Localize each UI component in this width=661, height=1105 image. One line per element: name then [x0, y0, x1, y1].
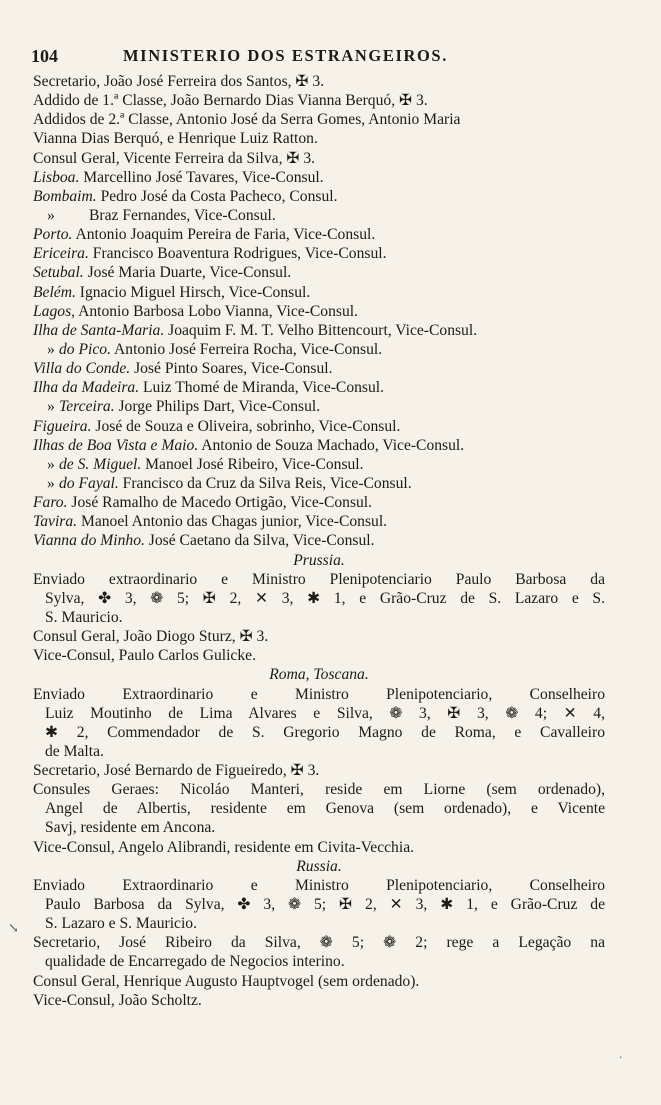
line-text: José Pinto Soares, Vice-Consul.: [130, 360, 333, 378]
running-title: MINISTERIO DOS ESTRANGEIROS.: [123, 46, 448, 65]
place-name: Bombaim.: [33, 187, 97, 205]
section-heading: [33, 665, 605, 684]
text-line: [33, 685, 605, 704]
line-text: de Malta.: [45, 742, 104, 760]
text-line: [33, 378, 605, 397]
line-text: José Ramalho de Macedo Ortigão, Vice-Consul.: [67, 494, 373, 512]
text-line: [33, 646, 605, 665]
line-text: Manoel José Ribeiro, Vice-Consul.: [141, 455, 364, 473]
place-name: Terceira.: [59, 398, 115, 416]
line-text: Consules Geraes: Nicoláo Manteri, reside em Liorne (sem ordenado),: [33, 781, 605, 799]
line-text: Manoel Antonio das Chagas junior, Vice-Consul.: [77, 513, 388, 531]
text-line: [33, 302, 605, 321]
page-header: [31, 46, 631, 68]
text-line: [33, 761, 605, 780]
text-line: [33, 455, 605, 474]
line-text: Vice-Consul, Angelo Alibrandi, residente em Civita-Vecchia.: [33, 838, 415, 856]
line-text: ✱ 2, Commendador de S. Gregorio Magno de Roma, e Cavalleiro: [45, 723, 605, 741]
text-line: [33, 129, 605, 148]
line-text: José de Souza e Oliveira, sobrinho, Vice-Consul.: [91, 417, 401, 435]
line-text: Angel de Albertis, residente em Genova (sem ordenado), e Vicente: [45, 800, 605, 818]
line-text: Vianna Dias Berquó, e Henrique Luiz Ratton.: [33, 130, 318, 148]
section-heading: [33, 857, 605, 876]
text-line: [33, 838, 605, 857]
text-line: [33, 187, 605, 206]
line-text: Ignacio Miguel Hirsch, Vice-Consul.: [75, 283, 311, 301]
line-text: Luiz Moutinho de Lima Alvares e Silva, ❁ 3, ✠ 3, ❁ 4; ✕ 4,: [45, 704, 605, 722]
line-text: José Caetano da Silva, Vice-Consul.: [144, 532, 375, 550]
line-text: Antonio José Ferreira Rocha, Vice-Consul.: [110, 340, 383, 358]
text-line: [33, 608, 605, 627]
text-line: [33, 263, 605, 282]
text-line: [33, 168, 605, 187]
line-text: S. Mauricio.: [45, 608, 123, 626]
line-text: Pedro José da Costa Pacheco, Consul.: [96, 187, 338, 205]
place-name: Vianna do Minho.: [33, 532, 145, 550]
line-text: Consul Geral, Vicente Ferreira da Silva, ✠ 3.: [33, 149, 316, 167]
place-name: Setubal.: [33, 264, 84, 282]
text-line: [33, 876, 605, 895]
text-line: [33, 818, 605, 837]
text-line: [33, 512, 605, 531]
margin-mark: ↘: [8, 921, 19, 936]
text-line: [33, 991, 605, 1010]
line-text: Addidos de 2.ª Classe, Antonio José da Serra Gomes, Antonio Maria: [33, 111, 461, 129]
place-name: Lagos,: [33, 302, 76, 320]
text-line: [33, 110, 605, 129]
text-line: [33, 627, 605, 646]
line-text: Secretario, João José Ferreira dos Santos, ✠ 3.: [33, 73, 325, 90]
place-name: de S. Miguel.: [59, 455, 142, 473]
section-heading-text: Roma, Toscana.: [269, 666, 369, 684]
section-heading-text: Russia.: [296, 857, 342, 875]
ditto-mark: »: [47, 340, 55, 358]
place-name: Ilha de Santa-Maria.: [33, 321, 165, 339]
place-name: Figueira.: [33, 417, 92, 435]
text-line: [33, 397, 605, 416]
margin-speck: ·: [619, 1051, 623, 1064]
line-text: Addido de 1.ª Classe, João Bernardo Dias Vianna Berquó, ✠ 3.: [33, 92, 428, 110]
line-text: Secretario, José Ribeiro da Silva, ❁ 5; ❁ 2; rege a Legação na: [33, 934, 605, 952]
text-line: [33, 895, 605, 914]
line-text: qualidade de Encarregado de Negocios interino.: [45, 953, 345, 971]
line-text: Enviado Extraordinario e Ministro Plenipotenciario, Conselheiro: [33, 876, 605, 894]
text-line: [33, 742, 605, 761]
text-line: [33, 91, 605, 110]
ditto-mark: »: [47, 398, 55, 416]
text-line: [33, 436, 605, 455]
line-text: Consul Geral, Henrique Augusto Hauptvogel (sem ordenado).: [33, 972, 420, 990]
text-line: [33, 914, 605, 933]
line-text: Jorge Philips Dart, Vice-Consul.: [114, 398, 321, 416]
text-line: [33, 799, 605, 818]
line-text: Vice-Consul, João Scholtz.: [33, 991, 202, 1009]
ditto-mark: »: [47, 455, 55, 473]
place-name: Ilhas de Boa Vista e Maio.: [33, 436, 199, 454]
text-line: [33, 340, 605, 359]
line-text: Joaquim F. M. T. Velho Bittencourt, Vice-Consul.: [164, 321, 478, 339]
place-name: do Pico.: [59, 340, 111, 358]
place-name: Porto.: [33, 226, 73, 244]
text-line: [33, 493, 605, 512]
text-line: [33, 531, 605, 550]
line-text: Vice-Consul, Paulo Carlos Gulicke.: [33, 647, 256, 665]
text-line: [33, 723, 605, 742]
section-heading-text: Prussia.: [293, 551, 345, 569]
place-name: Villa do Conde.: [33, 360, 131, 378]
text-line: [33, 474, 605, 493]
line-text: Francisco da Cruz da Silva Reis, Vice-Consul.: [118, 474, 412, 492]
line-text: Savj, residente em Ancona.: [45, 819, 216, 837]
line-text: José Maria Duarte, Vice-Consul.: [83, 264, 292, 282]
text-line: [33, 206, 605, 225]
line-text: Paulo Barbosa da Sylva, ✤ 3, ❁ 5; ✠ 2, ✕ 3, ✱ 1, e Grão-Cruz de: [45, 896, 605, 914]
text-line: [33, 952, 605, 971]
line-text: Antonio Joaquim Pereira de Faria, Vice-Consul.: [72, 226, 376, 244]
place-name: Tavira.: [33, 513, 78, 531]
section-heading: [33, 551, 605, 570]
line-text: Luiz Thomé de Miranda, Vice-Consul.: [139, 379, 385, 397]
text-line: [33, 570, 605, 589]
text-line: [33, 417, 605, 436]
line-text: Antonio Barbosa Lobo Vianna, Vice-Consul.: [75, 302, 359, 320]
place-name: Lisboa.: [33, 168, 80, 186]
text-line: [33, 359, 605, 378]
line-text: Antonio de Souza Machado, Vice-Consul.: [198, 436, 465, 454]
place-name: Belém.: [33, 283, 76, 301]
line-text: Consul Geral, João Diogo Sturz, ✠ 3.: [33, 628, 269, 646]
ditto-mark: »: [47, 206, 55, 224]
text-line: [33, 589, 605, 608]
text-line: [33, 933, 605, 952]
place-name: Ilha da Madeira.: [33, 379, 140, 397]
text-line: [33, 225, 605, 244]
line-text: Secretario, José Bernardo de Figueiredo, ✠ 3.: [33, 762, 320, 780]
line-text: S. Lazaro e S. Mauricio.: [45, 915, 197, 933]
line-text: Enviado Extraordinario e Ministro Plenipotenciario, Conselheiro: [33, 685, 605, 703]
text-line: [33, 704, 605, 723]
place-name: Faro.: [33, 494, 68, 512]
line-text: Enviado extraordinario e Ministro Plenipotenciario Paulo Barbosa da: [33, 570, 605, 588]
text-line: [33, 321, 605, 340]
text-line: [33, 780, 605, 799]
ditto-mark: »: [47, 474, 55, 492]
text-line: [33, 283, 605, 302]
page-body: [33, 72, 605, 1010]
text-line: [33, 972, 605, 991]
line-text: Francisco Boaventura Rodrigues, Vice-Consul.: [88, 245, 387, 263]
line-text: Braz Fernandes, Vice-Consul.: [89, 206, 276, 224]
place-name: Ericeira.: [33, 245, 89, 263]
line-text: Sylva, ✤ 3, ❁ 5; ✠ 2, ✕ 3, ✱ 1, e Grão-Cruz de S. Lazaro e S.: [45, 589, 605, 607]
page-number: 104: [31, 46, 58, 66]
line-text: Marcellino José Tavares, Vice-Consul.: [79, 168, 324, 186]
text-line: [33, 72, 605, 91]
text-line: [33, 244, 605, 263]
place-name: do Fayal.: [59, 474, 119, 492]
text-line: [33, 149, 605, 168]
